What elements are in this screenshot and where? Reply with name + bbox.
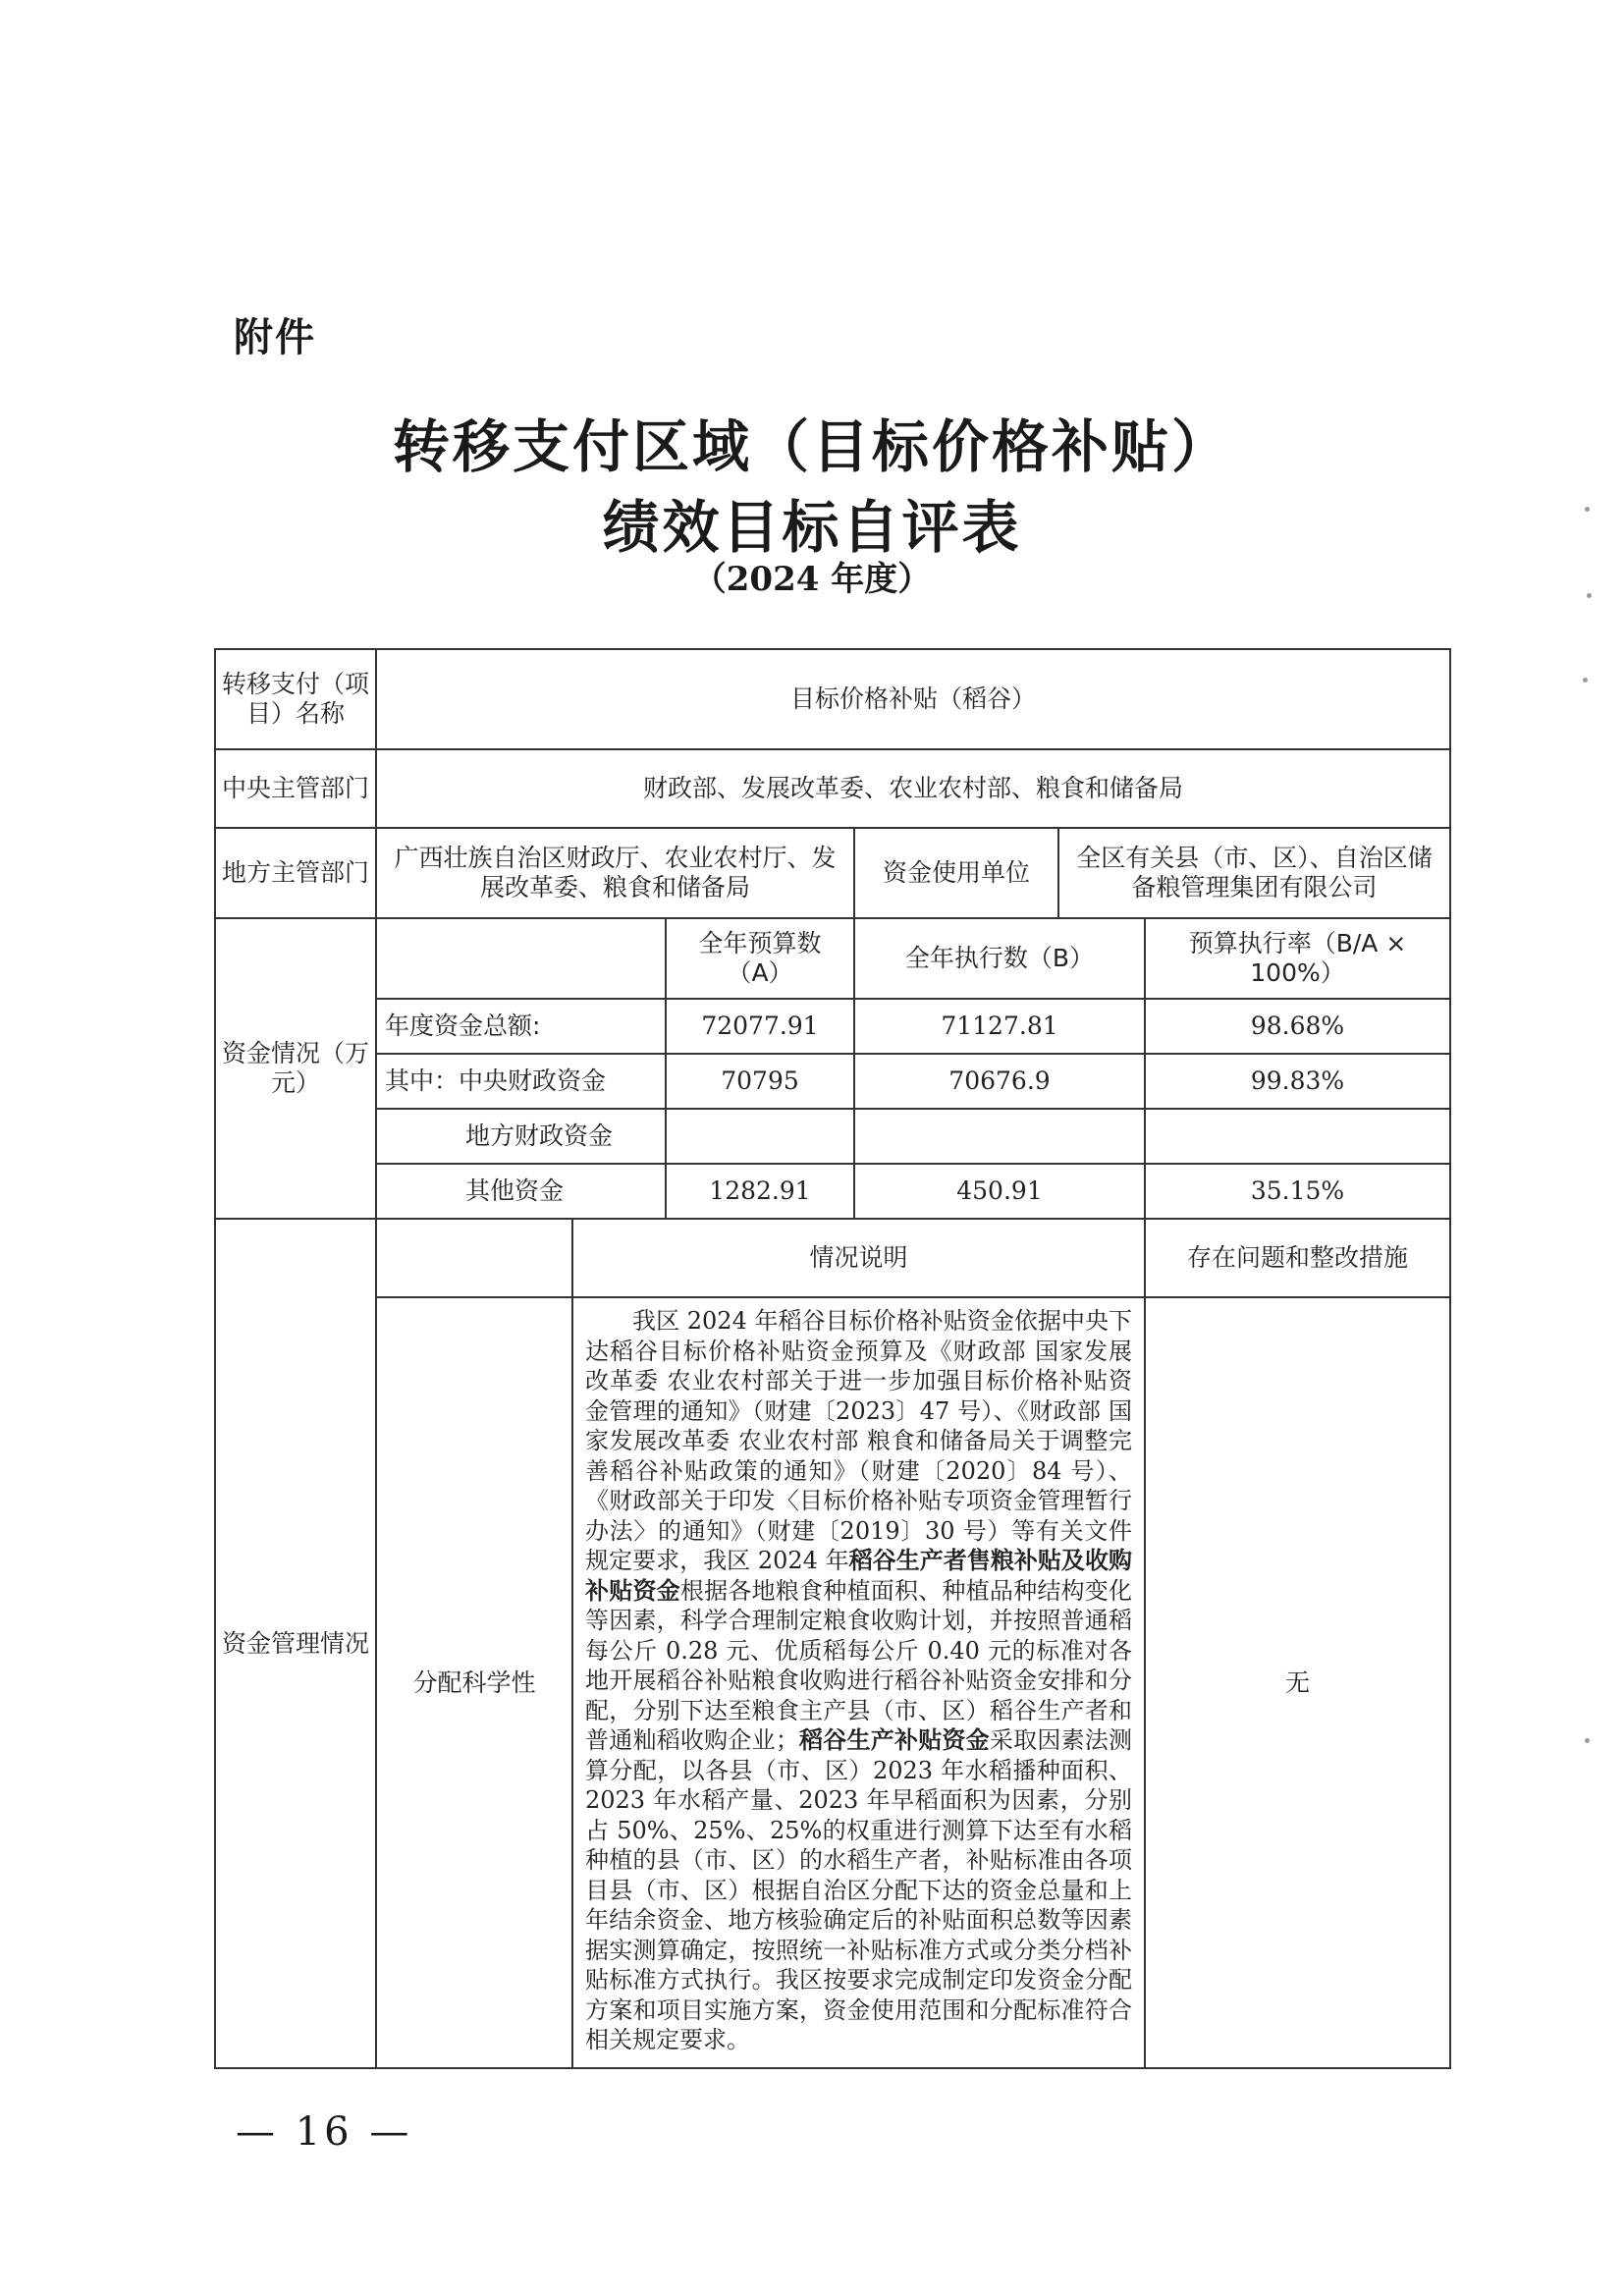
desc-part1: 我区 2024 年稻谷目标价格补贴资金依据中央下达稻谷目标价格补贴资金预算及《财政部 国家发展改革委 农业农村部关于进一步加强目标价格补贴资金管理的通知》（财建〔2023〕47 号）、《财政部 国家发展改革委 农业农村部 粮食和储备局关于调整完善稻谷补贴政策的通知》（财建〔2020〕84 号）、《财政部关于印发〈目标价格补贴专项资金管理暂行办法〉的通知》（财建〔2019〕30 号）等有关文件规定要求，我区 2024 年 [585, 1307, 1132, 1574]
fund-user-value: 全区有关县（市、区）、自治区储备粮管理集团有限公司 [1058, 828, 1450, 918]
row-total-label: 年度资金总额: [376, 999, 666, 1054]
evaluation-table [214, 648, 1451, 2069]
col-budget-header: 全年预算数（A） [666, 918, 854, 999]
scan-speck [1583, 678, 1588, 683]
local-dept-label: 地方主管部门 [215, 828, 376, 918]
row-local-exec [854, 1109, 1145, 1164]
col-issues-header: 存在问题和整改措施 [1145, 1219, 1450, 1297]
funds-label: 资金情况（万元） [215, 918, 376, 1219]
central-dept-label: 中央主管部门 [215, 749, 376, 828]
row-total-budget: 72077.91 [666, 999, 854, 1054]
page-number: — 16 — [236, 2109, 413, 2155]
mgmt-header-blank [376, 1219, 572, 1297]
row-total-exec: 71127.81 [854, 999, 1145, 1054]
scan-speck [1585, 507, 1590, 512]
row-local-label: 地方财政资金 [376, 1109, 666, 1164]
row-other-budget: 1282.91 [666, 1164, 854, 1219]
document-title-line2: 绩效目标自评表 [602, 494, 1022, 561]
desc-part2: 根据各地粮食种植面积、种植品种结构变化等因素，科学合理制定粮食收购计划，并按照普通稻每公斤 0.28 元、优质稻每公斤 0.40 元的标准对各地开展稻谷补贴粮食收购进行稻谷补贴资金安排和分配，分别下达至粮食主产县（市、区）稻谷生产者和普通籼稻收购企业； [585, 1576, 1133, 1754]
row-other-rate: 35.15% [1145, 1164, 1450, 1219]
row-other-exec: 450.91 [854, 1164, 1145, 1219]
issues-value: 无 [1145, 1297, 1450, 2068]
local-dept-value: 广西壮族自治区财政厅、农业农村厅、发展改革委、粮食和储备局 [376, 828, 854, 918]
attachment-label: 附件 [234, 315, 316, 360]
row-other-label: 其他资金 [376, 1164, 666, 1219]
desc-bold1: 稻谷生产者售粮补贴及收购补贴资金 [585, 1547, 1132, 1605]
row-central-exec: 70676.9 [854, 1054, 1145, 1109]
desc-part3: 采取因素法测算分配，以各县（市、区）2023 年水稻播种面积、2023 年水稻产量、2023 年早稻面积为因素，分别占 50%、25%、25%的权重进行测算下达至有水稻种植的县（市、区）的水稻生产者，补贴标准由各项目县（市、区）根据自治区分配下达的资金总量和上年结余资金、地方核验确定后的补贴面积总数等因素据实测算确定，按照统一补贴标准方式或分类分档补贴标准方式执行。我区按要求完成制定印发资金分配方案和项目实施方案，资金使用范围和分配标准符合相关规定要求。 [585, 1726, 1133, 2053]
project-name-value: 目标价格补贴（稻谷） [376, 649, 1450, 749]
row-local-rate [1145, 1109, 1450, 1164]
col-rate-header: 预算执行率（B/A × 100%） [1145, 918, 1450, 999]
row-total-rate: 98.68% [1145, 999, 1450, 1054]
row-central-label: 其中：中央财政资金 [376, 1054, 666, 1109]
central-dept-value: 财政部、发展改革委、农业农村部、粮食和储备局 [376, 749, 1450, 828]
row-central-budget: 70795 [666, 1054, 854, 1109]
funds-header-blank [376, 918, 666, 999]
mgmt-item-label: 分配科学性 [376, 1297, 572, 2068]
fund-user-label: 资金使用单位 [854, 828, 1058, 918]
document-title-line1: 转移支付区域（目标价格补贴） [392, 413, 1231, 480]
col-exec-header: 全年执行数（B） [854, 918, 1145, 999]
scan-speck [1585, 1738, 1590, 1743]
document-year: （2024 年度） [692, 560, 932, 599]
project-name-label: 转移支付（项目）名称 [215, 649, 376, 749]
row-central-rate: 99.83% [1145, 1054, 1450, 1109]
scan-speck [1587, 593, 1592, 598]
row-local-budget [666, 1109, 854, 1164]
col-desc-header: 情况说明 [572, 1219, 1145, 1297]
desc-bold2: 稻谷生产补贴资金 [798, 1726, 990, 1754]
mgmt-label: 资金管理情况 [215, 1219, 376, 2068]
mgmt-description [572, 1297, 1145, 2068]
